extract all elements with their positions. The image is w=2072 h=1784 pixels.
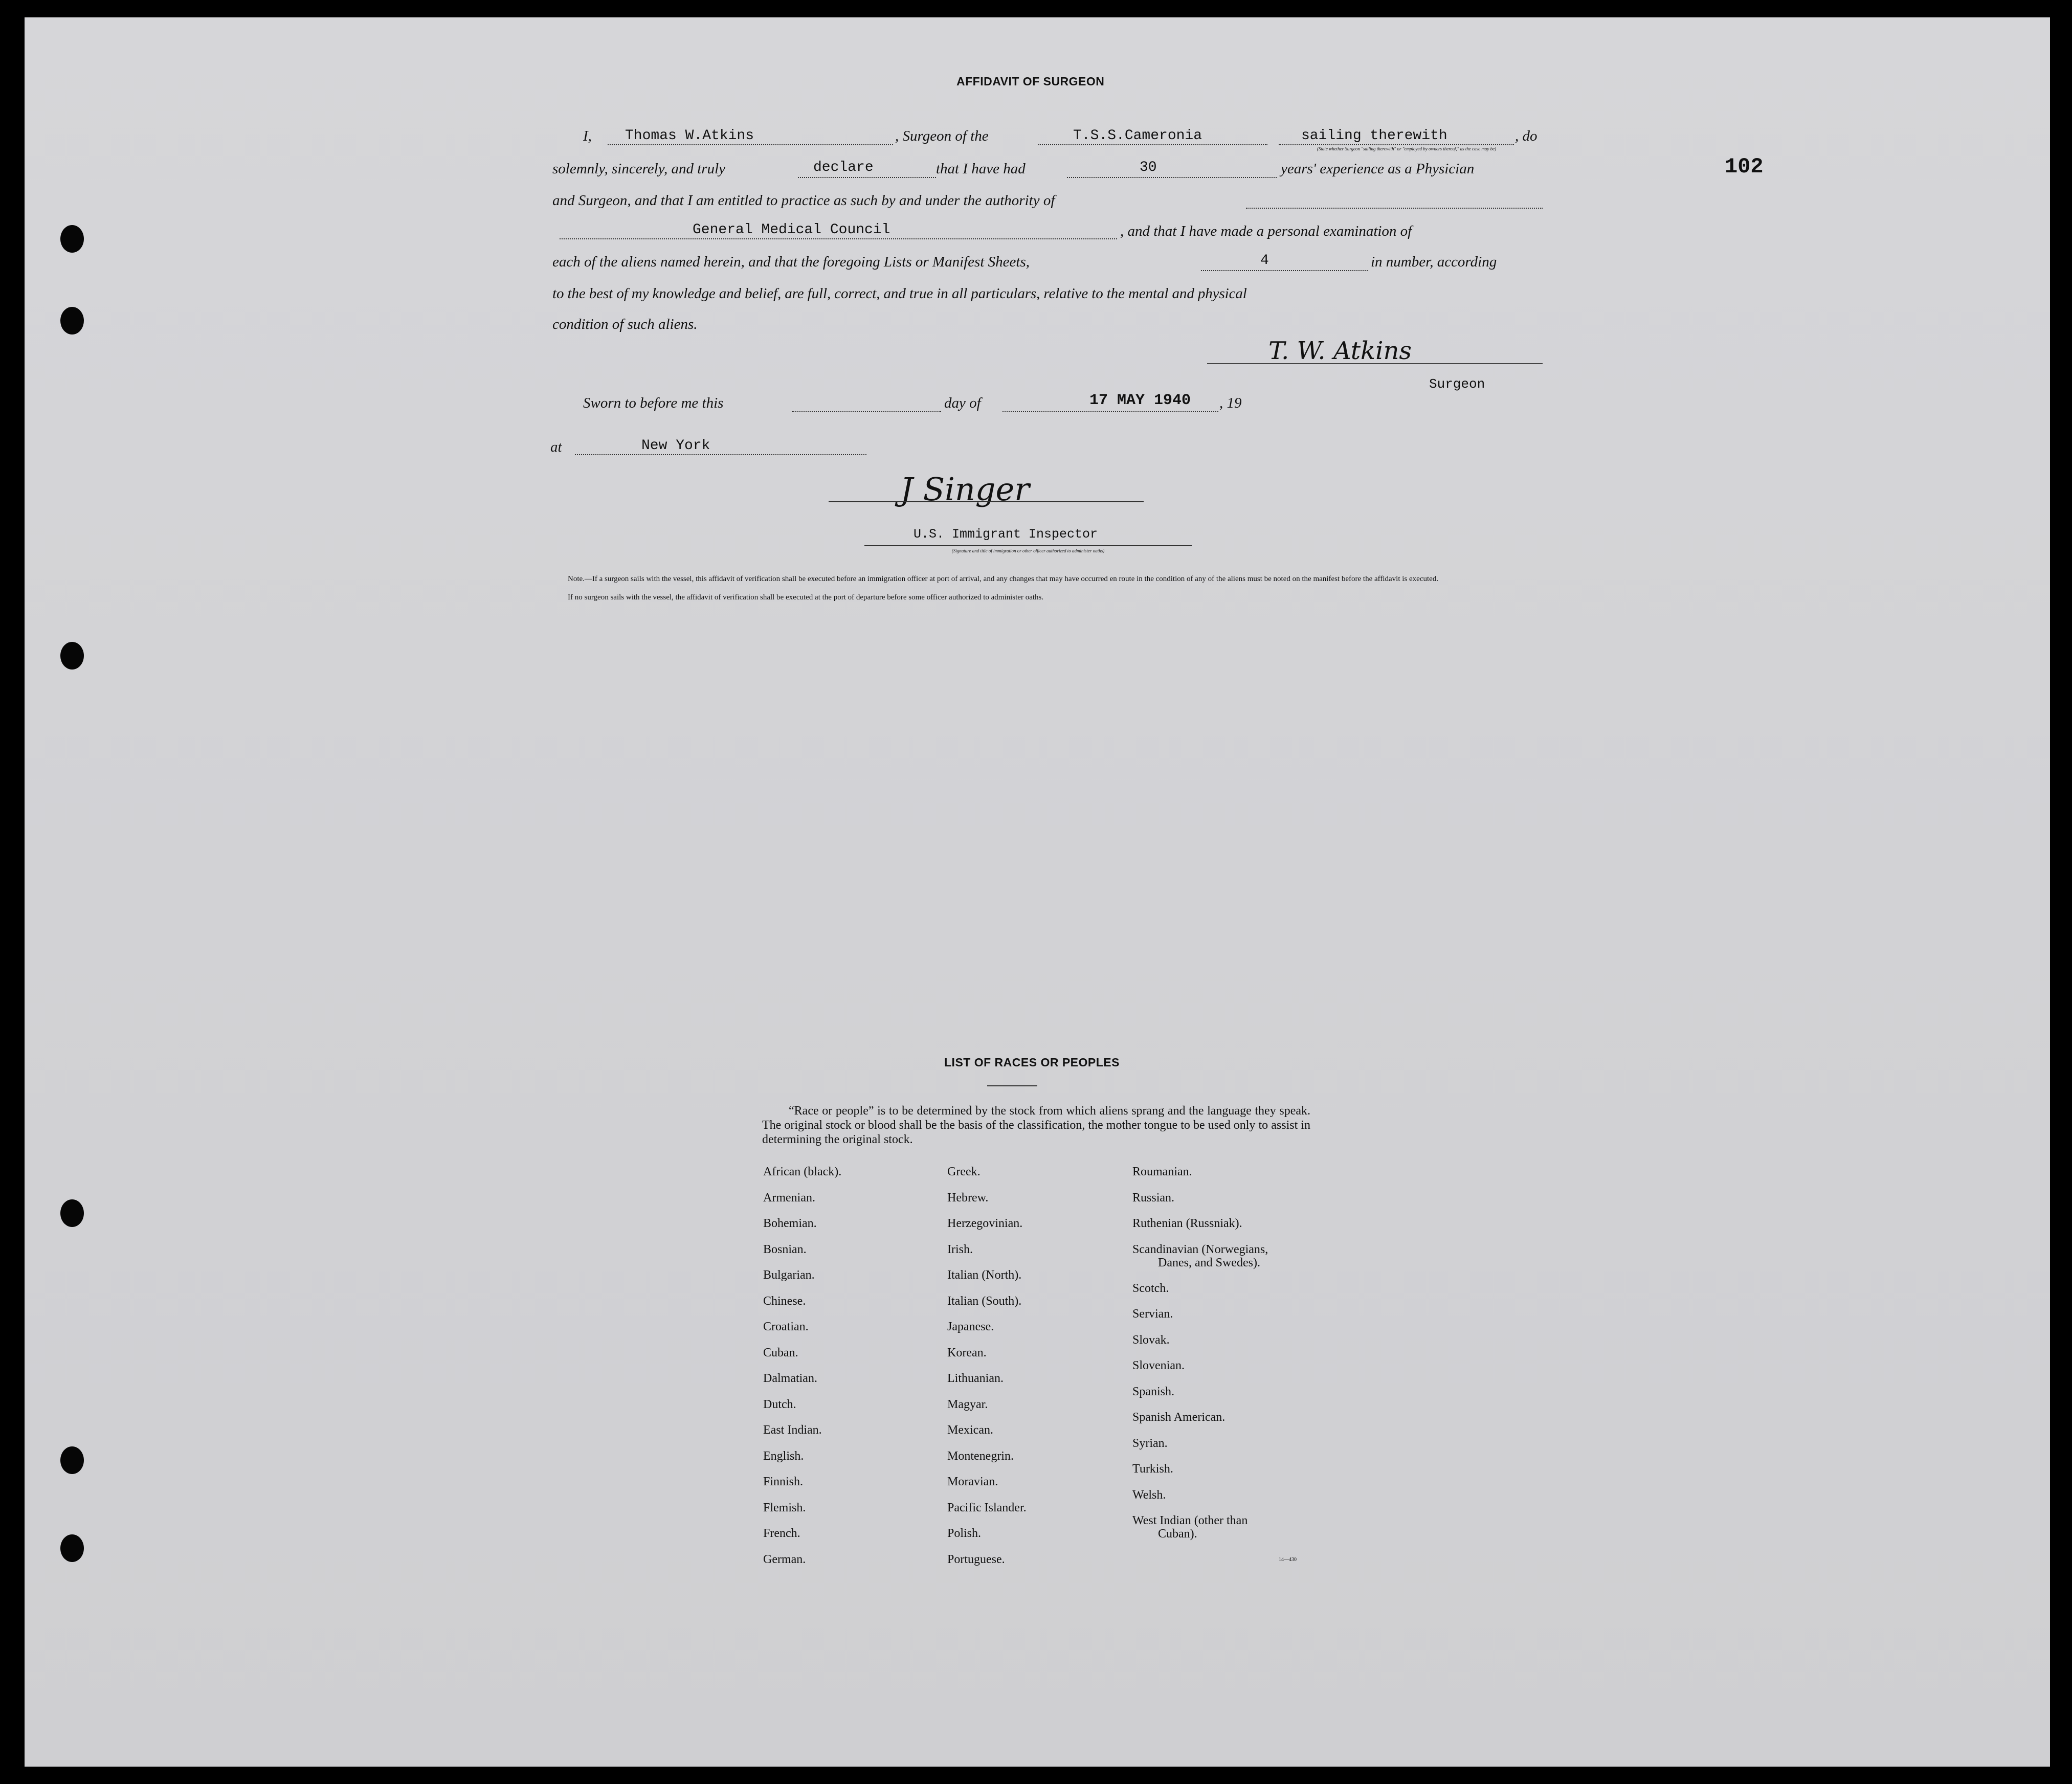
binder-hole [60, 1534, 84, 1562]
race-item: Syrian. [1132, 1436, 1168, 1450]
surgeon-label: Surgeon [1429, 376, 1485, 392]
race-item: Welsh. [1132, 1488, 1166, 1502]
declaration-verb: declare [813, 160, 874, 175]
race-item: French. [763, 1527, 800, 1540]
races-intro: “Race or people” is to be determined by the stock from which aliens sprang and the language they speak. The original stock or blood shall be the basis of the classification, the mother tongue to be used only to assist in determining the original stock. [762, 1104, 1310, 1146]
manifest-sheet-count: 4 [1260, 253, 1269, 269]
line3: and Surgeon, and that I am entitled to practice as such by and under the authority of [552, 192, 1055, 209]
race-item: Herzegovinian. [947, 1217, 1023, 1230]
race-item: Korean. [947, 1346, 987, 1359]
surgeon-signature: T. W. Atkins [1268, 337, 1412, 365]
race-item: Polish. [947, 1527, 982, 1540]
race-item: Irish. [947, 1242, 973, 1256]
line2-suffix: years' experience as a Physician [1281, 161, 1475, 177]
races-column-3 [1132, 1165, 1268, 1553]
race-item: Pacific Islander. [947, 1501, 1027, 1514]
binder-hole [60, 307, 84, 334]
race-item: Lithuanian. [947, 1372, 1004, 1385]
ship-name: T.S.S.Cameronia [1073, 128, 1202, 144]
binder-hole [60, 642, 84, 670]
race-item: Moravian. [947, 1475, 998, 1488]
binder-hole [60, 1446, 84, 1474]
page-number: 102 [1725, 154, 1764, 179]
line2-prefix: solemnly, sincerely, and truly [552, 161, 726, 177]
race-item: Servian. [1132, 1307, 1173, 1321]
sworn-place: New York [641, 438, 710, 454]
race-item: Mexican. [947, 1423, 993, 1437]
race-item: Hebrew. [947, 1191, 989, 1205]
sworn-prefix: Sworn to before me this [583, 395, 724, 411]
race-item: African (black). [763, 1165, 842, 1178]
race-item: Russian. [1132, 1191, 1175, 1205]
race-item: Dutch. [763, 1397, 796, 1411]
race-item: Roumanian. [1132, 1165, 1192, 1178]
inspector-caption: (Signature and title of immigration or other officer authorized to administer oaths) [951, 548, 1105, 553]
inspector-signature: J Singer [900, 471, 1030, 508]
race-item: Scotch. [1132, 1281, 1169, 1295]
race-item: East Indian. [763, 1423, 822, 1437]
affidavit-note: Note.—If a surgeon sails with the vessel, this affidavit of verification shall be executed before an immigration officer at port of arrival, and any changes that may have occurred en route in the condition of any of the aliens must be noted on the manifest before the affidavit is executed. [568, 575, 1439, 583]
line4-suffix: , and that I have made a personal examination of [1120, 223, 1412, 239]
race-item: Cuban). [1158, 1527, 1197, 1541]
line1-i: I, [583, 128, 592, 144]
binder-hole [60, 1199, 84, 1227]
line5-suffix: in number, according [1371, 254, 1497, 270]
inspector-title: U.S. Immigrant Inspector [914, 527, 1098, 542]
race-item: Flemish. [763, 1501, 806, 1514]
race-item: West Indian (other than [1132, 1514, 1248, 1527]
race-item: Spanish. [1132, 1385, 1175, 1398]
race-item: Spanish American. [1132, 1411, 1226, 1424]
years-experience: 30 [1140, 160, 1157, 175]
sworn-year-suffix: , 19 [1219, 395, 1242, 411]
race-item: Dalmatian. [763, 1372, 817, 1385]
race-item: Italian (North). [947, 1268, 1022, 1282]
race-item: Slovak. [1132, 1333, 1170, 1347]
sailing-status: sailing therewith [1301, 128, 1447, 144]
race-item: Danes, and Swedes). [1158, 1256, 1260, 1269]
document-page [25, 17, 2050, 1767]
licensing-authority: General Medical Council [693, 222, 890, 238]
race-item: Bosnian. [763, 1242, 807, 1256]
at-label: at [550, 439, 562, 455]
race-item: Italian (South). [947, 1294, 1022, 1308]
race-item: Turkish. [1132, 1462, 1173, 1476]
sworn-day-of: day of [944, 395, 981, 411]
sailing-note: (State whether Surgeon "sailing therewith" or "employed by owners thereof," as the case may be) [1317, 146, 1497, 151]
race-item: Japanese. [947, 1320, 994, 1333]
date-stamp: 17 MAY 1940 [1089, 392, 1191, 409]
affidavit-note-2: If no surgeon sails with the vessel, the affidavit of verification shall be executed at the port of departure before some officer authorized to administer oaths. [568, 593, 1044, 601]
race-item: Armenian. [763, 1191, 815, 1205]
races-column-1 [763, 1165, 841, 1578]
race-item: Croatian. [763, 1320, 809, 1333]
race-item: Slovenian. [1132, 1359, 1185, 1372]
race-item: Ruthenian (Russniak). [1132, 1217, 1242, 1230]
line6: to the best of my knowledge and belief, are full, correct, and true in all particulars, relative to the mental and physical [552, 285, 1247, 302]
line5-prefix: each of the aliens named herein, and that the foregoing Lists or Manifest Sheets, [552, 254, 1030, 270]
race-item: Montenegrin. [947, 1449, 1014, 1463]
races-column-2 [947, 1165, 1027, 1578]
race-item: Chinese. [763, 1294, 806, 1308]
line7: condition of such aliens. [552, 316, 698, 332]
affidavit-title: AFFIDAVIT OF SURGEON [956, 75, 1105, 88]
surgeon-name: Thomas W.Atkins [625, 128, 754, 144]
races-title: LIST OF RACES OR PEOPLES [944, 1056, 1120, 1069]
race-item: Finnish. [763, 1475, 804, 1488]
race-item: Bulgarian. [763, 1268, 815, 1282]
surgeon-of-label: , Surgeon of the [895, 128, 989, 144]
race-item: Scandinavian (Norwegians, [1132, 1242, 1268, 1256]
race-item: German. [763, 1552, 806, 1566]
race-item: Magyar. [947, 1397, 988, 1411]
race-item: Portuguese. [947, 1552, 1005, 1566]
race-item: English. [763, 1449, 804, 1463]
line2-mid: that I have had [936, 161, 1026, 177]
binder-hole [60, 225, 84, 253]
race-item: Greek. [947, 1165, 981, 1178]
race-item: Bohemian. [763, 1217, 817, 1230]
line1-do: , do [1515, 128, 1538, 144]
form-code: 14—430 [1279, 1557, 1297, 1563]
race-item: Cuban. [763, 1346, 798, 1359]
